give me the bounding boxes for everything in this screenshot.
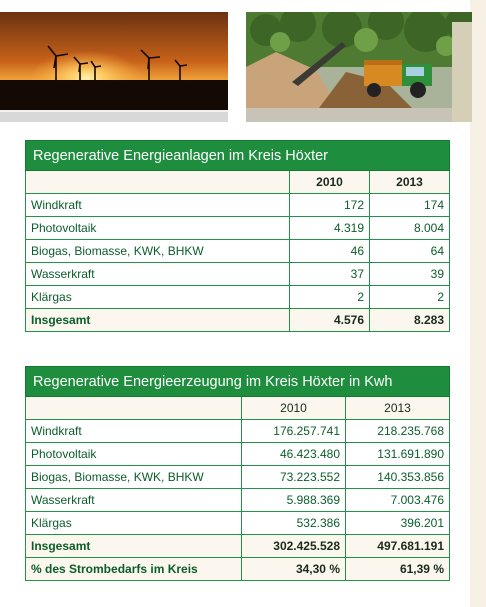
table-row (26, 217, 450, 240)
table2-title: Regenerative Energieerzeugung im Kreis Höxter in Kwh (26, 367, 450, 397)
value-2013: 2 (370, 286, 450, 309)
table1-header-year-b: 2013 (370, 171, 450, 194)
value-2010: 37 (290, 263, 370, 286)
table-row (26, 443, 450, 466)
value-2010: 532.386 (242, 512, 346, 535)
value-2013: 64 (370, 240, 450, 263)
row-label: Wasserkraft (26, 263, 290, 286)
table-row (26, 489, 450, 512)
total-2010: 4.576 (290, 309, 370, 332)
value-2013: 174 (370, 194, 450, 217)
share-2013: 61,39 % (346, 558, 450, 581)
value-2010: 46 (290, 240, 370, 263)
row-label: Biogas, Biomasse, KWK, BHKW (26, 466, 242, 489)
table-row (26, 263, 450, 286)
value-2013: 7.003.476 (346, 489, 450, 512)
table-row (26, 286, 450, 309)
value-2013: 140.353.856 (346, 466, 450, 489)
total-2013: 8.283 (370, 309, 450, 332)
table-row (26, 240, 450, 263)
energy-production-table (25, 366, 450, 581)
value-2010: 73.223.552 (242, 466, 346, 489)
wind-turbines-sunset-photo (0, 12, 228, 122)
table1-header-label (26, 171, 290, 194)
page-edge-decoration (470, 0, 486, 607)
table-row (26, 512, 450, 535)
row-label: Biogas, Biomasse, KWK, BHKW (26, 240, 290, 263)
biomass-site-photo (246, 12, 472, 122)
value-2013: 8.004 (370, 217, 450, 240)
value-2013: 218.235.768 (346, 420, 450, 443)
share-label: % des Strombedarfs im Kreis (26, 558, 242, 581)
total-row (26, 535, 450, 558)
value-2010: 172 (290, 194, 370, 217)
value-2013: 39 (370, 263, 450, 286)
share-2010: 34,30 % (242, 558, 346, 581)
total-2013: 497.681.191 (346, 535, 450, 558)
total-row (26, 309, 450, 332)
row-label: Photovoltaik (26, 217, 290, 240)
total-label: Insgesamt (26, 309, 290, 332)
row-label: Photovoltaik (26, 443, 242, 466)
row-label: Wasserkraft (26, 489, 242, 512)
table2-header-year-b: 2013 (346, 397, 450, 420)
table-row (26, 194, 450, 217)
value-2010: 2 (290, 286, 370, 309)
share-row (26, 558, 450, 581)
table-row (26, 420, 450, 443)
total-2010: 302.425.528 (242, 535, 346, 558)
value-2010: 176.257.741 (242, 420, 346, 443)
row-label: Windkraft (26, 194, 290, 217)
table-row (26, 466, 450, 489)
value-2013: 131.691.890 (346, 443, 450, 466)
table2-header-label (26, 397, 242, 420)
value-2010: 5.988.369 (242, 489, 346, 512)
row-label: Klärgas (26, 512, 242, 535)
row-label: Windkraft (26, 420, 242, 443)
value-2010: 4.319 (290, 217, 370, 240)
energy-plants-table (25, 140, 450, 332)
table1-title: Regenerative Energieanlagen im Kreis Höxter (26, 141, 450, 171)
total-label: Insgesamt (26, 535, 242, 558)
table2-header-year-a: 2010 (242, 397, 346, 420)
value-2010: 46.423.480 (242, 443, 346, 466)
table1-header-year-a: 2010 (290, 171, 370, 194)
row-label: Klärgas (26, 286, 290, 309)
value-2013: 396.201 (346, 512, 450, 535)
